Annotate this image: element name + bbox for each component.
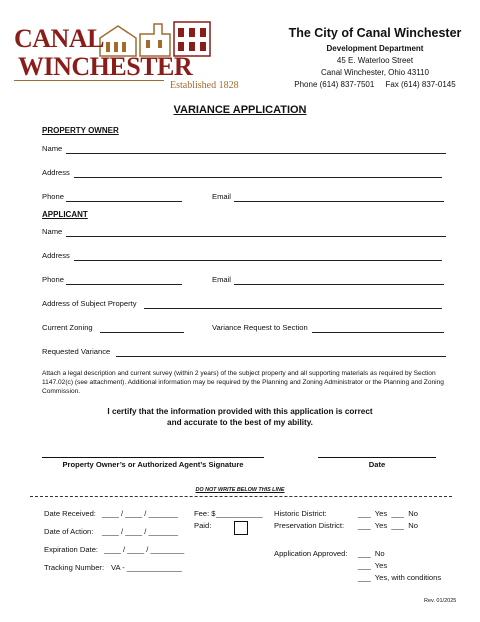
applicant-name-field[interactable] (66, 236, 446, 237)
expiration-date-field[interactable]: ____ / ____ / ________ (104, 545, 185, 554)
street-address: 45 E. Waterloo Street (336, 56, 414, 65)
current-zoning-field[interactable] (100, 332, 184, 333)
owner-email-label: Email (212, 192, 231, 201)
instructions-paragraph: Attach a legal description and current survey (within 2 years) of the subject property and all supporting materials as required by Section 1147.02(c) (see attachment). Additional information may be required by the Planning and Zoning Administrator or the Planning and Zoning Commission. (42, 370, 444, 395)
applicant-name-label: Name (42, 227, 63, 236)
signature-date-field[interactable] (318, 457, 436, 458)
expiration-date-label: Expiration Date: (44, 545, 99, 554)
applicant-phone-field[interactable] (66, 284, 182, 285)
approved-option-no[interactable]: ___ No (358, 549, 385, 558)
date-received-field[interactable]: ____ / ____ / _______ (102, 509, 179, 518)
owner-address-field[interactable] (74, 177, 442, 178)
paid-checkbox[interactable] (234, 521, 248, 535)
historic-district-label: Historic District: (274, 509, 327, 518)
subject-property-label: Address of Subject Property (42, 299, 137, 308)
current-zoning-label: Current Zoning (42, 323, 93, 332)
owner-address-label: Address (42, 168, 70, 177)
office-divider (30, 496, 452, 497)
section-applicant: APPLICANT (42, 210, 88, 219)
applicant-phone-label: Phone (42, 275, 64, 284)
logo-canal-text: CANAL (14, 24, 104, 53)
owner-name-label: Name (42, 144, 63, 153)
variance-section-label: Variance Request to Section (212, 323, 308, 332)
historic-district-options[interactable]: ___ Yes ___ No (358, 509, 418, 518)
subject-property-field[interactable] (144, 308, 442, 309)
applicant-address-field[interactable] (74, 260, 442, 261)
paid-label: Paid: (194, 521, 212, 530)
owner-signature-label: Property Owner’s or Authorized Agent’s Signature (62, 460, 244, 469)
variance-section-field[interactable] (312, 332, 444, 333)
applicant-address-label: Address (42, 251, 70, 260)
city-state-zip: Canal Winchester, Ohio 43110 (321, 68, 429, 77)
preservation-district-label: Preservation District: (274, 521, 345, 530)
certification-line2: and accurate to the best of my ability. (167, 418, 313, 427)
fee-field[interactable]: ___________ (216, 509, 263, 518)
revision-label: Rev. 01/2025 (424, 598, 457, 604)
approved-option-conditions[interactable]: ___ Yes, with conditions (358, 573, 442, 582)
tracking-number-label: Tracking Number: (44, 563, 105, 572)
date-action-field[interactable]: ____ / ____ / _______ (102, 527, 179, 536)
owner-phone-field[interactable] (66, 201, 182, 202)
approved-option-yes[interactable]: ___ Yes (358, 561, 388, 570)
date-action-label: Date of Action: (44, 527, 94, 536)
certification-line1: I certify that the information provided with this application is correct (107, 407, 373, 416)
preservation-district-options[interactable]: ___ Yes ___ No (358, 521, 418, 530)
city-name: The City of Canal Winchester (288, 26, 462, 40)
applicant-email-label: Email (212, 275, 231, 284)
owner-name-field[interactable] (66, 153, 446, 154)
do-not-write-notice: DO NOT WRITE BELOW THIS LINE (195, 487, 285, 493)
fee-label: Fee: $ (194, 509, 216, 518)
owner-email-field[interactable] (234, 201, 444, 202)
logo-established: Established 1828 (170, 80, 239, 91)
signature-date-label: Date (368, 460, 386, 469)
requested-variance-field[interactable] (116, 356, 446, 357)
page-title: VARIANCE APPLICATION (173, 104, 307, 116)
owner-signature-field[interactable] (42, 457, 264, 458)
applicant-email-field[interactable] (234, 284, 444, 285)
owner-phone-label: Phone (42, 192, 64, 201)
tracking-number-field[interactable]: VA - _____________ (111, 563, 182, 572)
logo-underline (14, 80, 164, 81)
requested-variance-label: Requested Variance (42, 347, 111, 356)
phone-fax: Phone (614) 837-7501 Fax (614) 837-0145 (294, 80, 456, 89)
department: Development Department (326, 44, 424, 53)
logo-winchester-text: WINCHESTER (18, 52, 193, 81)
section-property-owner: PROPERTY OWNER (42, 126, 119, 135)
date-received-label: Date Received: (44, 509, 96, 518)
application-approved-label: Application Approved: (274, 549, 348, 558)
